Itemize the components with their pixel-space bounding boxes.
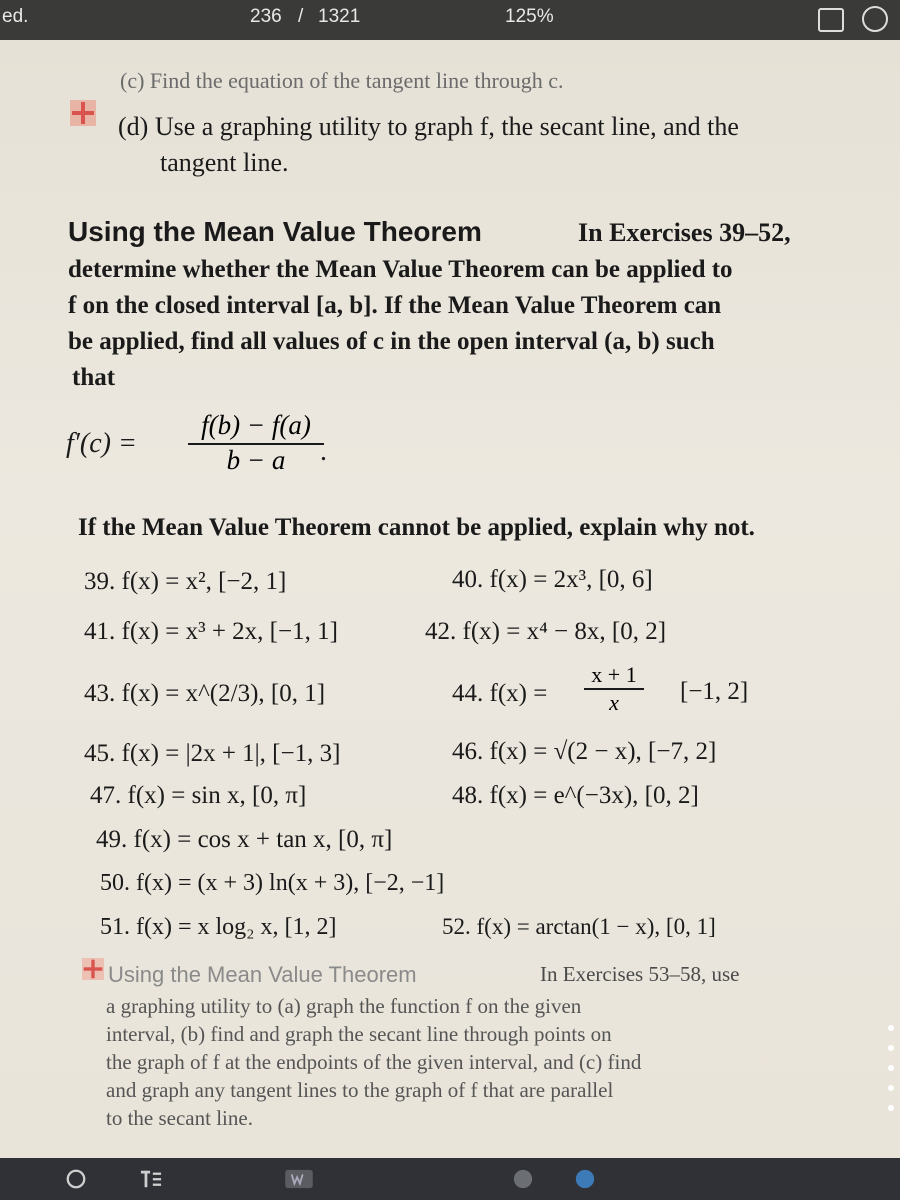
paragraph-line: be applied, find all values of c in the open interval (a, b) such	[68, 328, 715, 355]
exercise-43: 43. f(x) = x^(2/3), [0, 1]	[84, 680, 326, 707]
section2-line: interval, (b) find and graph the secant line through points on	[106, 1022, 612, 1046]
bottom-nav-bar	[0, 1158, 900, 1200]
graphing-utility-icon	[82, 958, 104, 980]
exercise-40: 40. f(x) = 2x³, [0, 6]	[452, 566, 653, 593]
exercise-48: 48. f(x) = e^(−3x), [0, 2]	[452, 782, 699, 809]
page-current[interactable]: 236	[250, 6, 282, 27]
formula-fraction	[188, 410, 324, 476]
exercise-44-numerator: x + 1	[584, 662, 644, 690]
section2-heading-rest: In Exercises 53–58, use	[540, 962, 740, 986]
exercise-42: 42. f(x) = x⁴ − 8x, [0, 2]	[425, 618, 667, 645]
exercise-52: 52. f(x) = arctan(1 − x), [0, 1]	[442, 914, 716, 939]
paragraph-line: that	[72, 364, 116, 391]
paragraph-line: determine whether the Mean Value Theorem can be applied to	[68, 256, 733, 283]
app-icon[interactable]	[570, 1168, 600, 1190]
scroll-indicator-dot	[888, 1105, 894, 1111]
exercise-44-fraction	[584, 662, 644, 716]
fit-page-icon[interactable]	[818, 8, 844, 32]
exercise-45: 45. f(x) = |2x + 1|, [−1, 3]	[84, 740, 341, 767]
exercise-41: 41. f(x) = x³ + 2x, [−1, 1]	[84, 618, 338, 645]
formula-period: .	[320, 436, 327, 467]
home-icon[interactable]	[64, 1168, 88, 1190]
viewer-toolbar	[0, 0, 900, 40]
scroll-indicator-dot	[888, 1025, 894, 1031]
exercise-44-label: 44. f(x) =	[452, 680, 548, 707]
exercise-51: 51. f(x) = x log₂ x, [1, 2]	[100, 914, 337, 940]
exercise-44-denominator: x	[609, 690, 619, 715]
exercise-46: 46. f(x) = √(2 − x), [−7, 2]	[452, 738, 717, 765]
exercise-49: 49. f(x) = cos x + tan x, [0, π]	[96, 826, 393, 853]
exercise-39: 39. f(x) = x², [−2, 1]	[84, 568, 287, 595]
section2-line: and graph any tangent lines to the graph of f that are parallel	[106, 1078, 614, 1102]
app-title-fragment: ed.	[2, 6, 29, 27]
scroll-indicator-dot	[888, 1045, 894, 1051]
formula-lhs: f′(c) =	[66, 428, 137, 459]
paragraph-line: f on the closed interval [a, b]. If the Mean Value Theorem can	[68, 292, 722, 319]
section2-line: the graph of f at the endpoints of the given interval, and (c) find	[106, 1050, 642, 1074]
scroll-indicator-dot	[888, 1085, 894, 1091]
page-total: 1321	[318, 6, 361, 27]
scroll-indicator-dot	[888, 1065, 894, 1071]
explain-instruction: If the Mean Value Theorem cannot be applied, explain why not.	[78, 514, 755, 541]
section-heading: Using the Mean Value Theorem	[68, 216, 482, 247]
section2-line: to the secant line.	[106, 1106, 253, 1130]
section-heading-rest: In Exercises 39–52,	[578, 218, 791, 247]
exercise-part-d: (d) Use a graphing utility to graph f, the secant line, and the	[118, 112, 739, 141]
word-app-icon[interactable]	[282, 1168, 316, 1190]
exercise-part-d-cont: tangent line.	[160, 148, 289, 177]
text-recognition-icon[interactable]	[138, 1168, 164, 1190]
zoom-level[interactable]: 125%	[505, 6, 554, 27]
formula-denominator: b − a	[226, 445, 286, 475]
exercise-47: 47. f(x) = sin x, [0, π]	[90, 782, 307, 809]
exercise-part-c: (c) Find the equation of the tangent line through c.	[120, 68, 564, 93]
section2-line: a graphing utility to (a) graph the function f on the given	[106, 994, 582, 1018]
document-page	[0, 40, 900, 1158]
rotate-icon[interactable]	[862, 6, 888, 32]
page-separator: /	[298, 6, 304, 27]
exercise-44-interval: [−1, 2]	[680, 678, 749, 705]
app-icon[interactable]	[508, 1168, 538, 1190]
exercise-50: 50. f(x) = (x + 3) ln(x + 3), [−2, −1]	[100, 870, 445, 896]
section2-heading: Using the Mean Value Theorem	[108, 962, 417, 987]
formula-numerator: f(b) − f(a)	[188, 410, 324, 445]
graphing-utility-icon	[70, 100, 96, 126]
